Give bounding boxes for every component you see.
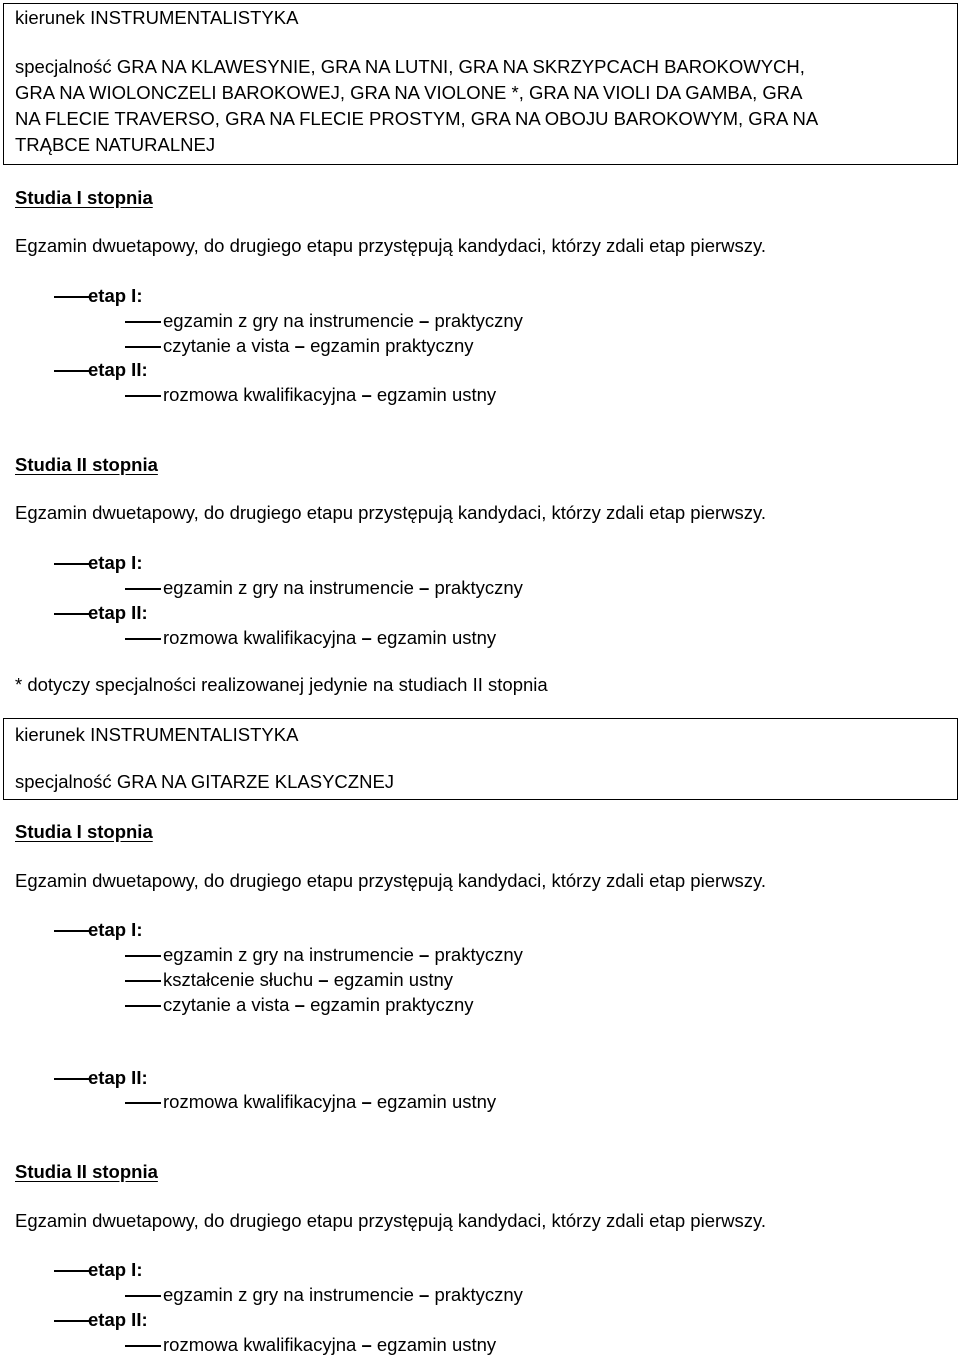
section1-specjalnosc	[15, 54, 950, 158]
dash	[125, 1345, 161, 1347]
kierunek-label: kierunek	[15, 7, 85, 28]
dash	[125, 980, 161, 982]
etap2-label: etap II:	[88, 359, 148, 380]
list-item: kształcenie słuchu – egzamin ustny	[163, 969, 454, 990]
etap1-label: etap I:	[88, 285, 143, 306]
list-item: rozmowa kwalifikacyjna – egzamin ustny	[163, 384, 497, 405]
section2-s2-intro: Egzamin dwuetapowy, do drugiego etapu przystępują kandydaci, którzy zdali etap pierwszy.	[15, 1210, 767, 1231]
footnote: * dotyczy specjalności realizowanej jedynie na studiach II stopnia	[15, 674, 548, 695]
kierunek-label: kierunek	[15, 724, 85, 745]
section2-s1-heading: Studia I stopnia	[15, 821, 153, 842]
etap2-label: etap II:	[88, 1067, 148, 1088]
etap1-label: etap I:	[88, 1259, 143, 1280]
dash	[54, 1078, 90, 1080]
dash	[125, 395, 161, 397]
dash	[54, 1320, 90, 1322]
list-item: egzamin z gry na instrumencie – praktyczny	[163, 310, 523, 331]
spec-name: GRA NA GITARZE KLASYCZNEJ	[116, 771, 395, 792]
spec-label: specjalność	[15, 56, 112, 77]
dash	[125, 1102, 161, 1104]
dash	[54, 1270, 90, 1272]
spec-line-4: TRĄBCE NATURALNEJ	[15, 134, 216, 155]
dash	[54, 613, 90, 615]
dash	[125, 638, 161, 640]
spec-label: specjalność	[15, 771, 112, 792]
dash	[125, 1005, 161, 1007]
kierunek-name: INSTRUMENTALISTYKA	[90, 724, 299, 745]
dash	[125, 1295, 161, 1297]
spec-line-1: GRA NA KLAWESYNIE, GRA NA LUTNI, GRA NA SKRZYPCACH BAROKOWYCH,	[116, 56, 805, 77]
list-item: egzamin z gry na instrumencie – praktyczny	[163, 1284, 523, 1305]
dash	[125, 588, 161, 590]
section2-s2-heading: Studia II stopnia	[15, 1161, 158, 1182]
dash	[125, 955, 161, 957]
dash	[54, 370, 90, 372]
list-item: czytanie a vista – egzamin praktyczny	[163, 994, 474, 1015]
etap2-label: etap II:	[88, 1309, 148, 1330]
dash	[54, 563, 90, 565]
section1-s1-intro: Egzamin dwuetapowy, do drugiego etapu przystępują kandydaci, którzy zdali etap pierwszy.	[15, 235, 767, 256]
section1-s2-intro: Egzamin dwuetapowy, do drugiego etapu przystępują kandydaci, którzy zdali etap pierwszy.	[15, 502, 767, 523]
spec-line-2: GRA NA WIOLONCZELI BAROKOWEJ, GRA NA VIOLONE *, GRA NA VIOLI DA GAMBA, GRA	[15, 82, 803, 103]
section2-s1-intro: Egzamin dwuetapowy, do drugiego etapu przystępują kandydaci, którzy zdali etap pierwszy.	[15, 870, 767, 891]
dash	[54, 296, 90, 298]
dash	[125, 321, 161, 323]
list-item: rozmowa kwalifikacyjna – egzamin ustny	[163, 627, 497, 648]
spec-line-3: NA FLECIE TRAVERSO, GRA NA FLECIE PROSTYM, GRA NA OBOJU BAROKOWYM, GRA NA	[15, 108, 819, 129]
etap1-label: etap I:	[88, 552, 143, 573]
list-item: rozmowa kwalifikacyjna – egzamin ustny	[163, 1091, 497, 1112]
kierunek-name: INSTRUMENTALISTYKA	[90, 7, 299, 28]
list-item: czytanie a vista – egzamin praktyczny	[163, 335, 474, 356]
etap1-label: etap I:	[88, 919, 143, 940]
section1-s1-heading: Studia I stopnia	[15, 187, 153, 208]
list-item: rozmowa kwalifikacyjna – egzamin ustny	[163, 1334, 497, 1355]
dash	[125, 346, 161, 348]
list-item: egzamin z gry na instrumencie – praktyczny	[163, 577, 523, 598]
dash	[54, 930, 90, 932]
section1-kierunek	[15, 9, 298, 28]
section2-specjalnosc	[15, 773, 394, 792]
list-item: egzamin z gry na instrumencie – praktyczny	[163, 944, 523, 965]
etap2-label: etap II:	[88, 602, 148, 623]
section1-s2-heading: Studia II stopnia	[15, 454, 158, 475]
section2-kierunek	[15, 726, 298, 745]
